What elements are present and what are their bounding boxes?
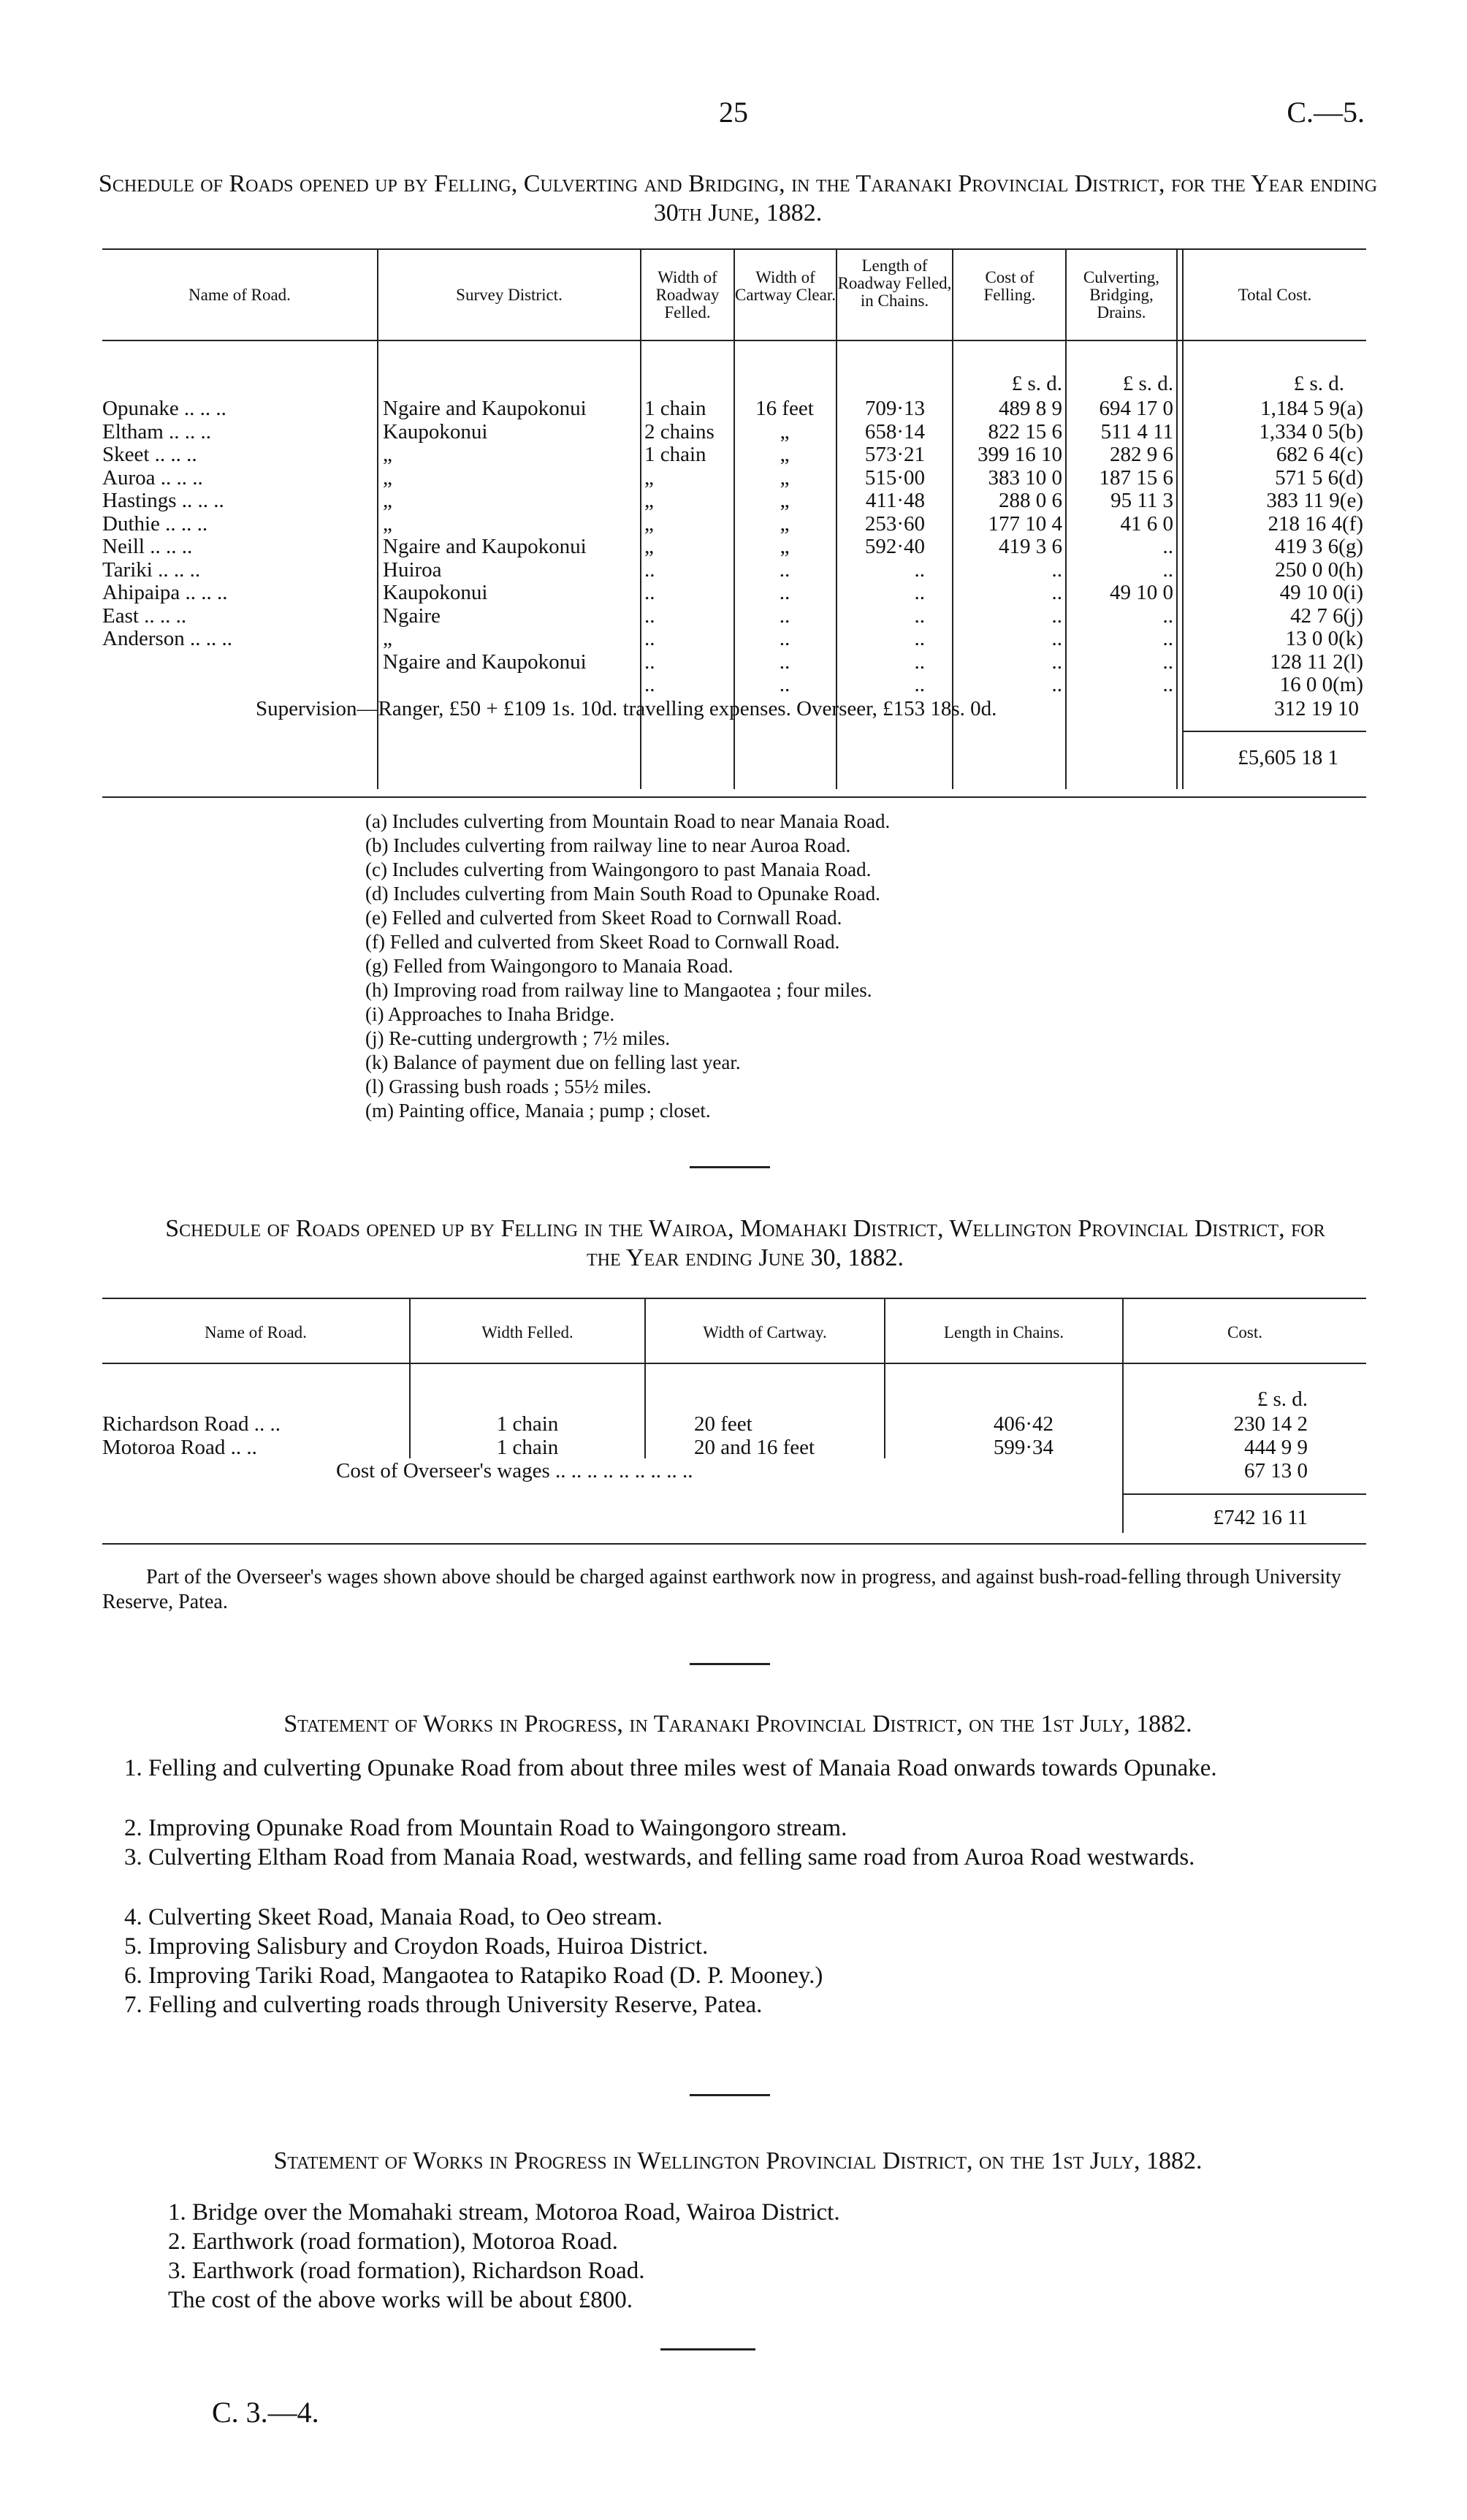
- width-felled: ..: [644, 557, 655, 582]
- cartway-width: „: [780, 489, 790, 512]
- col-header-culverting: Culverting, Bridging, Drains.: [1083, 268, 1160, 321]
- total-cost: 250 0 0(h): [1275, 557, 1363, 582]
- road-cost: 230 14 2: [1233, 1412, 1308, 1436]
- road-name: Tariki .. .. ..: [102, 557, 201, 582]
- felling-cost: ..: [1051, 650, 1062, 674]
- road-name: Auroa .. .. ..: [102, 465, 203, 490]
- width-felled: „: [644, 511, 654, 536]
- length-chains: 406·42: [993, 1412, 1053, 1436]
- survey-district: Ngaire and Kaupokonui: [383, 535, 587, 558]
- work-item: 1. Bridge over the Momahaki stream, Motoroa Road, Wairoa District.: [168, 2199, 840, 2226]
- cartway-width: „: [780, 419, 790, 444]
- culverting-units: £ s. d.: [1122, 372, 1173, 395]
- cartway-width: „: [780, 443, 790, 466]
- road-name: Ahipaipa .. .. ..: [102, 581, 228, 604]
- col-header-width: Width of Roadway Felled.: [655, 268, 720, 321]
- col-divider: [644, 1299, 646, 1458]
- length-chains: ..: [914, 604, 925, 628]
- footnote: (l) Grassing bush roads ; 55½ miles.: [365, 1076, 652, 1097]
- col-divider: [1065, 250, 1067, 789]
- footnote: (m) Painting office, Manaia ; pump ; closet.: [365, 1100, 711, 1122]
- cartway-width: ..: [779, 581, 790, 604]
- overseer-cost: 67 13 0: [1244, 1459, 1308, 1482]
- overseer-wages: Cost of Overseer's wages .. .. .. .. .. .. .. .. ..: [336, 1459, 693, 1482]
- felling-cost: ..: [1051, 604, 1062, 628]
- width-felled: „: [644, 465, 654, 490]
- col-header-name: Name of Road.: [188, 286, 291, 304]
- length-chains: ..: [914, 673, 925, 696]
- survey-district: „: [383, 627, 392, 650]
- culverting-cost: ..: [1162, 535, 1173, 558]
- road-name: East .. .. ..: [102, 604, 187, 628]
- statement2-cost-note: The cost of the above works will be about £800.: [168, 2287, 633, 2313]
- footnote: (f) Felled and culverted from Skeet Road to Cornwall Road.: [365, 931, 840, 953]
- survey-district: „: [383, 465, 392, 490]
- s2-col-width: Width Felled.: [481, 1323, 574, 1341]
- total-cost: 13 0 0(k): [1285, 627, 1363, 650]
- cartway-width: „: [780, 511, 790, 536]
- survey-district: Ngaire: [383, 604, 441, 628]
- cartway-width: ..: [779, 673, 790, 696]
- statement2-title: Statement of Works in Progress in Wellington Provincial District, on the 1st July, 1882.: [273, 2147, 1203, 2174]
- length-chains: 592·40: [864, 535, 925, 558]
- total-cost: 682 6 4(c): [1276, 443, 1363, 466]
- s2-col-length: Length in Chains.: [943, 1323, 1064, 1341]
- footnote: (d) Includes culverting from Main South Road to Opunake Road.: [365, 883, 880, 905]
- felling-cost: ..: [1051, 673, 1062, 696]
- total-cost: 16 0 0(m): [1279, 673, 1363, 696]
- survey-district: „: [383, 511, 392, 536]
- felling-cost: ..: [1051, 557, 1062, 582]
- col-header-length: Length of Roadway Felled, in Chains.: [837, 256, 952, 310]
- width-felled: 1 chain: [644, 397, 706, 420]
- road-name: Richardson Road .. ..: [102, 1412, 281, 1436]
- total-rule: [1184, 731, 1366, 732]
- survey-district: Ngaire and Kaupokonui: [383, 650, 587, 674]
- culverting-cost: 694 17 0: [1099, 397, 1173, 420]
- document-reference: C.—5.: [1287, 96, 1365, 129]
- col-header-felling: Cost of Felling.: [983, 268, 1036, 304]
- footnote: (c) Includes culverting from Waingongoro to past Manaia Road.: [365, 859, 872, 880]
- col-header-total: Total Cost.: [1238, 286, 1312, 304]
- cartway-width: 20 feet: [694, 1412, 752, 1436]
- s2-total: £742 16 11: [1213, 1506, 1308, 1529]
- length-chains: ..: [914, 581, 925, 604]
- survey-district: Ngaire and Kaupokonui: [383, 397, 587, 420]
- length-chains: 253·60: [864, 511, 925, 536]
- footnote: (j) Re-cutting undergrowth ; 7½ miles.: [365, 1027, 671, 1049]
- total-cost: 571 5 6(d): [1275, 465, 1363, 490]
- felling-cost: ..: [1051, 627, 1062, 650]
- schedule2-header-rule: [102, 1363, 1366, 1364]
- culverting-cost: 282 9 6: [1110, 443, 1173, 466]
- culverting-cost: 511 4 11: [1100, 419, 1173, 444]
- width-felled: ..: [644, 581, 655, 604]
- schedule2-top-rule: [102, 1298, 1366, 1299]
- footnote: (h) Improving road from railway line to Mangaotea ; four miles.: [365, 979, 872, 1001]
- cartway-width: 20 and 16 feet: [694, 1436, 815, 1459]
- cartway-width: ..: [779, 627, 790, 650]
- footnote: (i) Approaches to Inaha Bridge.: [365, 1003, 615, 1025]
- page-number: 25: [719, 96, 748, 129]
- width-felled: ..: [644, 673, 655, 696]
- length-chains: 411·48: [865, 489, 925, 512]
- footnote: (a) Includes culverting from Mountain Road to near Manaia Road.: [365, 810, 891, 832]
- road-name: Neill .. .. ..: [102, 535, 193, 558]
- length-chains: 599·34: [993, 1436, 1053, 1459]
- total-cost: 42 7 6(j): [1290, 604, 1363, 628]
- total-cost: 419 3 6(g): [1275, 535, 1363, 558]
- s2-units: £ s. d.: [1257, 1387, 1308, 1411]
- culverting-cost: ..: [1162, 604, 1173, 628]
- footer-reference: C. 3.—4.: [212, 2396, 319, 2429]
- width-felled: 1 chain: [496, 1436, 559, 1459]
- width-felled: ..: [644, 627, 655, 650]
- s2-col-name: Name of Road.: [205, 1323, 307, 1341]
- road-name: Skeet .. .. ..: [102, 443, 197, 466]
- width-felled: 1 chain: [496, 1412, 559, 1436]
- width-felled: ..: [644, 604, 655, 628]
- supervision-total: 312 19 10: [1274, 697, 1359, 720]
- section-divider: [690, 1166, 770, 1168]
- survey-district: Kaupokonui: [383, 581, 488, 604]
- felling-cost: ..: [1051, 581, 1062, 604]
- width-felled: „: [644, 535, 654, 558]
- section-divider: [690, 1663, 770, 1665]
- culverting-cost: ..: [1162, 557, 1173, 582]
- work-item: 4. Culverting Skeet Road, Manaia Road, to Oeo stream.: [124, 1904, 663, 1930]
- culverting-cost: 41 6 0: [1120, 511, 1173, 536]
- width-felled: ..: [644, 650, 655, 674]
- col-divider: [1176, 250, 1178, 789]
- total-units: £ s. d.: [1293, 372, 1344, 395]
- work-item: 6. Improving Tariki Road, Mangaotea to Ratapiko Road (D. P. Mooney.): [124, 1963, 823, 1989]
- schedule2-note: Part of the Overseer's wages shown above should be charged against earthwork now in progress, and against bush-road-felling through University Reserve, Patea.: [102, 1566, 1341, 1613]
- survey-district: Huiroa: [383, 557, 442, 582]
- felling-cost: 399 16 10: [978, 443, 1062, 466]
- work-item: 1. Felling and culverting Opunake Road from about three miles west of Manaia Road onwards towards Opunake.: [124, 1755, 1217, 1781]
- road-name: Opunake .. .. ..: [102, 397, 226, 420]
- s2-col-cartway: Width of Cartway.: [703, 1323, 827, 1341]
- length-chains: 573·21: [864, 443, 925, 466]
- culverting-cost: 187 15 6: [1099, 465, 1173, 490]
- work-item: 2. Improving Opunake Road from Mountain Road to Waingongoro stream.: [124, 1815, 847, 1841]
- total-cost: 1,334 0 5(b): [1259, 419, 1363, 444]
- section-divider: [660, 2348, 755, 2350]
- culverting-cost: ..: [1162, 627, 1173, 650]
- statement1-title: Statement of Works in Progress, in Taranaki Provincial District, on the 1st July, 1882.: [283, 1710, 1192, 1737]
- length-chains: ..: [914, 650, 925, 674]
- grand-total: £5,605 18 1: [1238, 746, 1338, 769]
- total-cost: 218 16 4(f): [1268, 511, 1363, 536]
- culverting-cost: 49 10 0: [1110, 581, 1173, 604]
- cartway-width: „: [780, 535, 790, 558]
- work-item: 3. Earthwork (road formation), Richardson Road.: [168, 2258, 645, 2284]
- survey-district: „: [383, 489, 392, 512]
- work-item: 5. Improving Salisbury and Croydon Roads, Huiroa District.: [124, 1933, 709, 1960]
- work-item: 2. Earthwork (road formation), Motoroa Road.: [168, 2228, 618, 2255]
- work-item: 3. Culverting Eltham Road from Manaia Road, westwards, and felling same road from Auroa Road westwards.: [124, 1844, 1195, 1870]
- schedule1-title: Schedule of Roads opened up by Felling, Culverting and Bridging, in the Taranaki Provincial District, for the Year ending 30th June, 1882.: [98, 170, 1378, 227]
- footnote: (b) Includes culverting from railway line to near Auroa Road.: [365, 834, 851, 856]
- length-chains: 709·13: [864, 397, 925, 420]
- felling-cost: 288 0 6: [999, 489, 1062, 512]
- section-divider: [690, 2094, 770, 2096]
- culverting-cost: ..: [1162, 650, 1173, 674]
- s2-total-rule: [1124, 1493, 1366, 1495]
- length-chains: 658·14: [864, 419, 925, 444]
- col-header-cartway: Width of Cartway Clear.: [735, 268, 836, 304]
- culverting-cost: ..: [1162, 673, 1173, 696]
- work-item: 7. Felling and culverting roads through University Reserve, Patea.: [124, 1992, 763, 2018]
- schedule2-title: Schedule of Roads opened up by Felling in the Wairoa, Momahaki District, Wellington Provincial District, for the Year ending June 30, 1882.: [165, 1215, 1325, 1271]
- schedule1-bottom-rule: [102, 796, 1366, 798]
- footnote: (e) Felled and culverted from Skeet Road to Cornwall Road.: [365, 907, 842, 929]
- felling-cost: 419 3 6: [999, 535, 1062, 558]
- width-felled: „: [644, 489, 654, 512]
- schedule2-bottom-rule: [102, 1543, 1366, 1545]
- width-felled: 1 chain: [644, 443, 706, 466]
- total-cost: 128 11 2(l): [1270, 650, 1363, 674]
- survey-district: Kaupokonui: [383, 419, 488, 444]
- road-name: Eltham .. .. ..: [102, 419, 212, 444]
- cartway-width: ..: [779, 557, 790, 582]
- culverting-cost: 95 11 3: [1110, 489, 1173, 512]
- width-felled: 2 chains: [644, 419, 715, 444]
- road-name: Duthie .. .. ..: [102, 511, 208, 536]
- cartway-width: ..: [779, 604, 790, 628]
- felling-cost: 383 10 0: [988, 465, 1062, 490]
- supervision-line: Supervision—Ranger, £50 + £109 1s. 10d. travelling expenses. Overseer, £153 18s. 0d.: [256, 697, 997, 720]
- s2-col-cost: Cost.: [1227, 1323, 1262, 1341]
- total-cost: 1,184 5 9(a): [1260, 397, 1363, 420]
- felling-units: £ s. d.: [1011, 372, 1062, 395]
- road-name: Hastings .. .. ..: [102, 489, 224, 512]
- felling-cost: 177 10 4: [988, 511, 1062, 536]
- cartway-width: 16 feet: [755, 397, 814, 420]
- total-cost: 383 11 9(e): [1266, 489, 1363, 512]
- road-name: Motoroa Road .. ..: [102, 1436, 257, 1459]
- length-chains: ..: [914, 627, 925, 650]
- length-chains: ..: [914, 557, 925, 582]
- total-cost: 49 10 0(i): [1279, 581, 1363, 604]
- cartway-width: ..: [779, 650, 790, 674]
- footnote: (g) Felled from Waingongoro to Manaia Road.: [365, 955, 734, 977]
- length-chains: 515·00: [864, 465, 925, 490]
- survey-district: „: [383, 443, 392, 466]
- felling-cost: 822 15 6: [988, 419, 1062, 444]
- felling-cost: 489 8 9: [999, 397, 1062, 420]
- road-cost: 444 9 9: [1244, 1436, 1308, 1459]
- road-name: Anderson .. .. ..: [102, 627, 233, 650]
- footnote: (k) Balance of payment due on felling last year.: [365, 1051, 741, 1073]
- cartway-width: „: [780, 465, 790, 490]
- col-header-district: Survey District.: [456, 286, 563, 304]
